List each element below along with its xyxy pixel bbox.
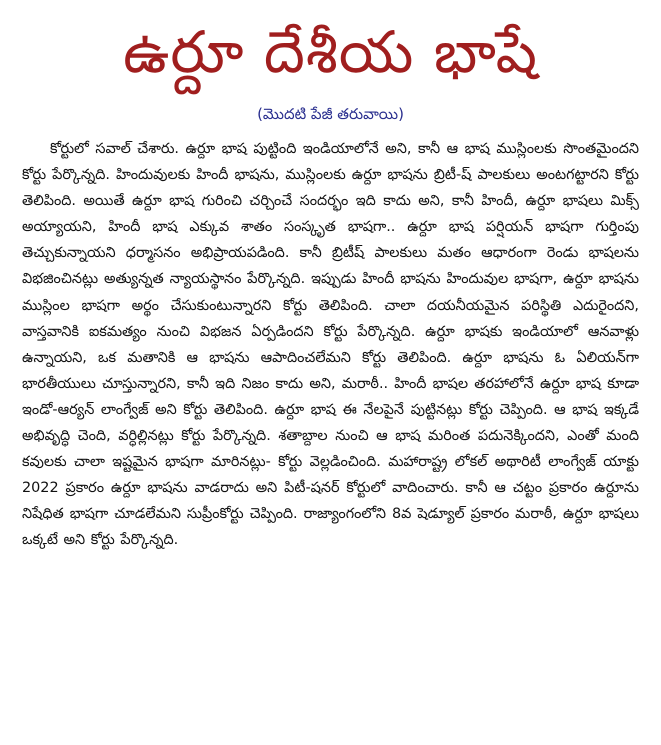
article-headline: ఉర్దూ దేశీయ భాషే <box>123 18 538 86</box>
continued-from-front-page-note: (మొదటి పేజీ తరువాయి) <box>257 105 404 123</box>
article-body: కోర్టులో సవాల్ చేశారు. ఉర్దూ భాష పుట్టింది ఇండియాలోనే అని, కానీ ఆ భాష ముస్లింలకు సొంతమైందని కోర్టు పేర్కొన్నది. హిందువులకు హిందీ భాషను, ముస్లింలకు ఉర్దూ భాషను బ్రిటీ-ష్ పాలకులు అంటగట్టారని కోర్టు తెలిపింది. అయితే ఉర్దూ భాష గురించి చర్చించే సందర్భం ఇది కాదు అని, కానీ హిందీ, ఉర్దూ భాషలు మిక్స్ అయ్యాయని, హిందీ భాష ఎక్కువ శాతం సంస్కృత భాషగా.. ఉర్దూ భాష పర్షియన్ భాషగా గుర్తింపు తెచ్చుకున్నాయని ధర్మాసనం అభిప్రాయపడింది. కానీ బ్రిటీష్ పాలకులు మతం ఆధారంగా రెండు భాషలను విభజించినట్లు అత్యున్నత న్యాయస్థానం పేర్కొన్నది. ఇప్పుడు హిందీ భాషను హిందువుల భాషగా, ఉర్దూ భాషను ముస్లింల భాషగా అర్థం చేసుకుంటున్నారని కోర్టు తెలిపింది. చాలా దయనీయమైన పరిస్థితి ఎదురైందని, వాస్తవానికి ఐకమత్యం నుంచి విభజన ఏర్పడిందని కోర్టు పేర్కొన్నది. ఉర్దూ భాషకు ఇండియాలో ఆనవాళ్లు ఉన్నాయని, ఒక మతానికి ఆ భాషను ఆపాదించలేమని కోర్టు తెలిపింది. ఉర్దూ భాషను ఓ ఏలియన్‌గా భారతీయులు చూస్తున్నారని, కానీ ఇది నిజం కాదు అని, మరాఠీ.. హిందీ భాషల తరహాలోనే ఉర్దూ భాష కూడా ఇండో-ఆర్యన్ లాంగ్వేజ్ అని కోర్టు తెలిపింది. ఉర్దూ భాష ఈ నేలపైనే పుట్టినట్లు కోర్టు చెప్పింది. ఆ భాష ఇక్కడే అభివృద్ధి చెంది, వర్ధిల్లినట్లు కోర్టు పేర్కొన్నది. శతాబ్దాల నుంచి ఆ భాష మరింత పదునెక్కిందని, ఎంతో మంది కవులకు చాలా ఇష్టమైన భాషగా మారినట్లు- కోర్టు వెల్లడించింది. మహారాష్ట్ర లోకల్ అథారిటీ లాంగ్వేజ్ యాక్టు 2022 ప్రకారం ఉర్దూ భాషను వాడరాదు అని పిటీ-షనర్ కోర్టులో వాదించారు. కానీ ఆ చట్టం ప్రకారం ఉర్దూను నిషేధిత భాషగా చూడలేమని సుప్రీంకోర్టు చెప్పింది. రాజ్యాంగంలోని 8వ షెడ్యూల్ ప్రకారం మరాఠీ, ఉర్దూ భాషలు ఒక్కటే అని కోర్టు పేర్కొన్నది. <box>22 141 639 549</box>
